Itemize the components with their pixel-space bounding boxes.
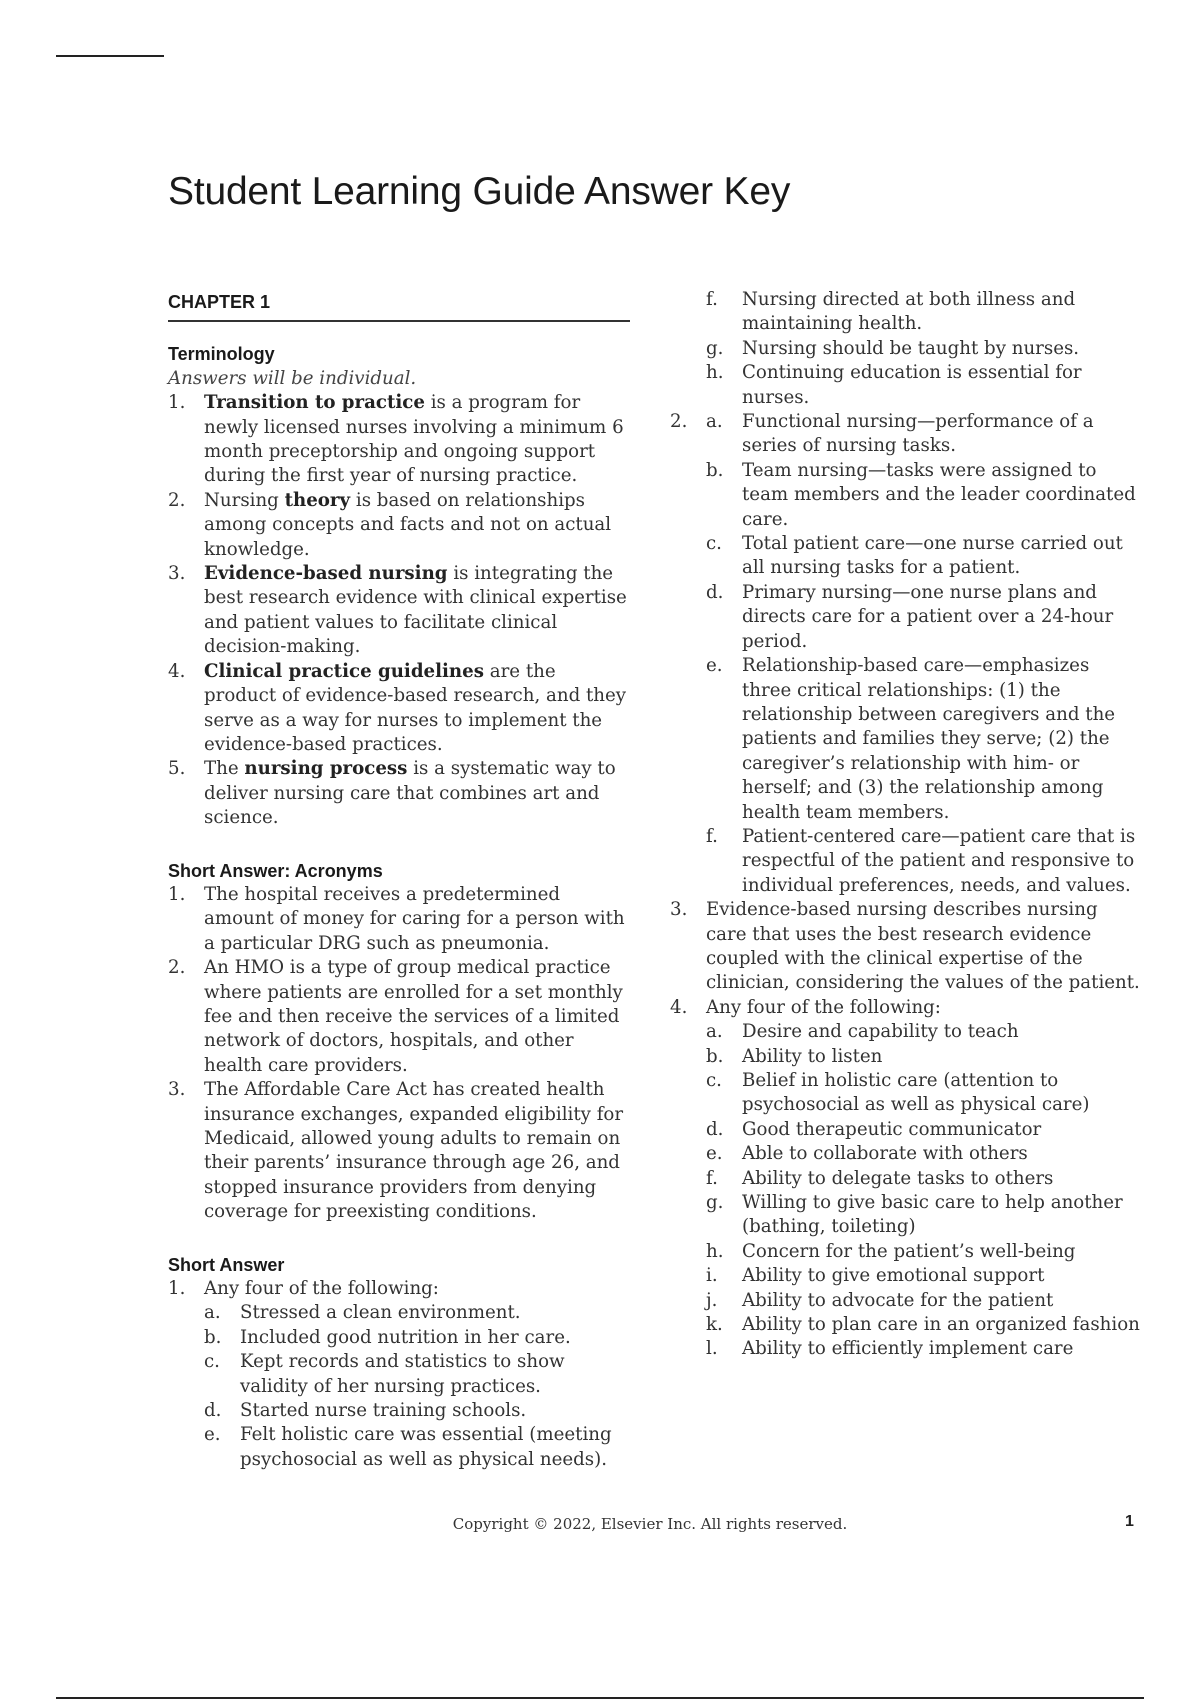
sub-item: b. Included good nutrition in her care. [204,1326,571,1348]
sub-item: b. Ability to listen [706,1045,883,1067]
sub-item: d. Primary nursing—one nurse plans and directs care for a patient over a 24-hour period. [706,581,1114,652]
sub-item: a. Desire and capability to teach [706,1021,1019,1043]
right-column [670,288,1140,1362]
sub-item: b. Team nursing—tasks were assigned to team members and the leader coordinated care. [706,459,1136,530]
q1-subitems [168,1301,630,1472]
sub-item: d. Good therapeutic communicator [706,1118,1042,1140]
sub-item: i. Ability to give emotional support [706,1265,1045,1287]
acronym-item: 3. The Affordable Care Act has created health insurance exchanges, expanded eligibility for Medicaid, allowed young adults to remain on their parents’ insurance through age 26, and stopped insurance providers from denying coverage for preexisting conditions. [168,1079,624,1223]
terminology-item: 4. Clinical practice guidelines are the product of evidence-based research, and they serve as a way for nurses to implement the evidence-based practices. [168,660,627,755]
q2-subitems [706,410,1140,898]
sub-item: d. Started nurse training schools. [204,1400,527,1422]
sub-item: e. Felt holistic care was essential (meeting psychosocial as well as physical needs). [204,1424,612,1470]
bottom-rule [56,1697,1144,1699]
sub-item: f. Nursing directed at both illness and maintaining health. [706,289,1076,335]
acronym-item: 1. The hospital receives a predetermined amount of money for caring for a person with a particular DRG such as pneumonia. [168,883,625,954]
terminology-item: 5. The nursing process is a systematic way to deliver nursing care that combines art and science. [168,758,616,829]
terminology-item: 2. Nursing theory is based on relationships among concepts and facts and not on actual knowledge. [168,489,612,560]
short-answer-item: 3. Evidence-based nursing describes nursing care that uses the best research evidence coupled with the clinical expertise of the clinician, considering the values of the patient. [670,899,1140,994]
sub-item: a. Functional nursing—performance of a series of nursing tasks. [706,411,1094,457]
terminology-note: Answers will be individual. [168,367,417,389]
sub-item: j. Ability to advocate for the patient [706,1289,1054,1311]
chapter-heading: CHAPTER 1 [168,290,630,322]
left-column [168,290,630,1472]
sub-item: c. Kept records and statistics to show validity of her nursing practices. [204,1351,565,1397]
sub-item: f. Patient-centered care—patient care that is respectful of the patient and responsive to individual preferences, needs, and values. [706,825,1136,896]
terminology-heading: Terminology [168,344,275,365]
sub-item: e. Relationship-based care—emphasizes three critical relationships: (1) the relationship between caregivers and the patients and families they serve; (2) the caregiver’s relationship with him- or herself; and (3) the relationship among health team members. [706,655,1116,823]
acronyms-heading: Short Answer: Acronyms [168,860,383,881]
sub-item: g. Nursing should be taught by nurses. [706,337,1080,359]
sub-item: f. Ability to delegate tasks to others [706,1167,1054,1189]
short-answer-item: 4. Any four of the following: a. Desire and capability to teach b. Ability to listen c. Belief in holistic care (attention to psychosocial as well as physical care) d. Good therapeutic communicator e. Able to collaborate with others f. Ability to delegate tasks to others g. Willing to give basic care to help another (bathing, toileting) h. Concern for the patient’s well-being i. Ability to give emotional support j. Ability to advocate for the patient k. Ability to plan care in an organized fashion l. Ability to efficiently implement care [670,996,1140,1362]
short-answer-heading: Short Answer [168,1254,285,1275]
acronym-item: 2. An HMO is a type of group medical practice where patients are enrolled for a set monthly fee and then receive the services of a limited network of doctors, hospitals, and other health care providers. [168,957,623,1076]
sub-item: c. Belief in holistic care (attention to psychosocial as well as physical care) [706,1070,1090,1116]
sub-item: a. Stressed a clean environment. [204,1302,521,1324]
page-title: Student Learning Guide Answer Key [168,170,791,213]
short-answer-item: 1. Any four of the following: [168,1278,439,1300]
sub-item: e. Able to collaborate with others [706,1143,1028,1165]
sub-item: g. Willing to give basic care to help another (bathing, toileting) [706,1192,1123,1238]
short-answer-item: 2. a. Functional nursing—performance of a series of nursing tasks. b. Team nursing—tasks were assigned to team members and the leader coordinated care. c. Total patient care—one nurse carried out all nursing tasks for a patient. d. Primary nursing—one nurse plans and directs care for a patient over a 24-hour period. e. Relationship-based care—emphasizes three critical relationships: (1) the relationship between caregivers and the patients and families they serve; (2) the caregiver’s relationship with him- or herself; and (3) the relationship among health team members. f. Patient-centered care—patient care that is respectful of the patient and responsive to individual preferences, needs, and values. [670,410,1140,898]
top-rule [56,55,164,57]
terminology-item: 1. Transition to practice is a program for newly licensed nurses involving a minimum 6 month preceptorship and ongoing support during the first year of nursing practice. [168,392,624,487]
sub-item: c. Total patient care—one nurse carried out all nursing tasks for a patient. [706,533,1123,579]
sub-item: h. Continuing education is essential for nurses. [706,362,1082,408]
footer-copyright: Copyright © 2022, Elsevier Inc. All rights reserved. [452,1515,848,1533]
sub-item: l. Ability to efficiently implement care [706,1338,1074,1360]
page-number: 1 [1125,1513,1134,1530]
q1-subitems-continued [670,288,1140,410]
terminology-item: 3. Evidence-based nursing is integrating the best research evidence with clinical expertise and patient values to facilitate clinical decision-making. [168,563,627,658]
sub-item: h. Concern for the patient’s well-being [706,1240,1076,1262]
sub-item: k. Ability to plan care in an organized fashion [706,1314,1140,1336]
